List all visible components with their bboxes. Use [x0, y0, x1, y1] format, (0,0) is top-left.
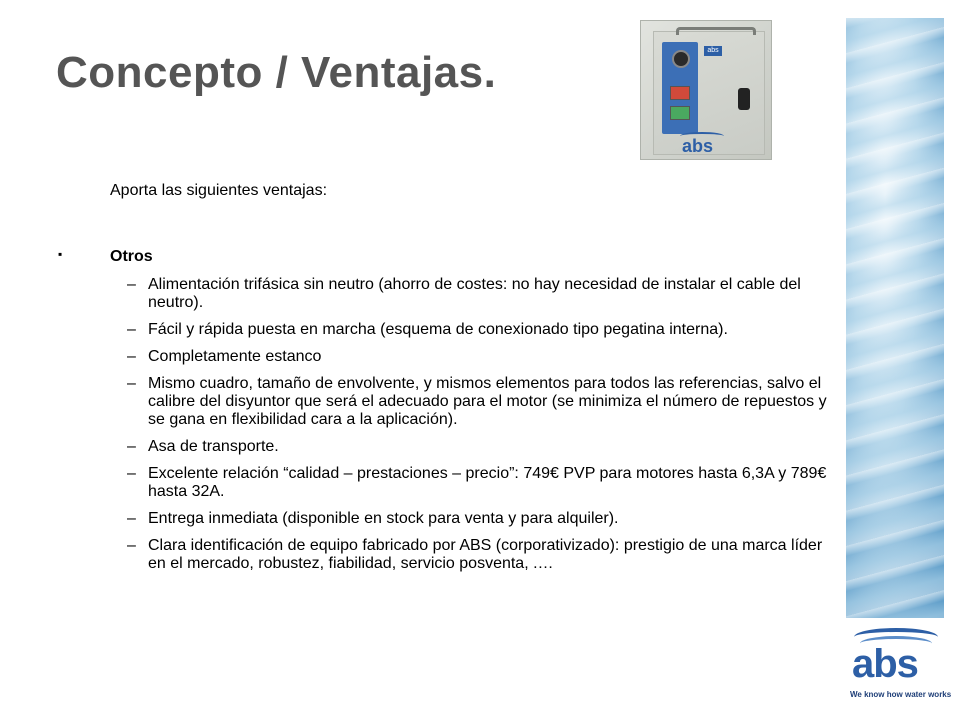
abs-logo — [846, 628, 952, 708]
control-box-image — [640, 20, 772, 160]
logo-wordmark: abs — [852, 642, 918, 686]
dash-marker: – — [127, 375, 136, 392]
dash-marker: – — [127, 465, 136, 482]
dash-marker: – — [127, 321, 136, 338]
dash-marker: – — [127, 537, 136, 554]
square-bullet-icon: ▪ — [58, 247, 63, 261]
list-item — [127, 510, 827, 528]
start-button-image — [670, 106, 690, 120]
control-box-door — [653, 31, 765, 155]
control-panel — [662, 42, 698, 134]
device-logo: abs — [682, 136, 714, 156]
list-item — [127, 348, 827, 366]
device-mini-logo: abs — [704, 46, 722, 56]
door-latch — [738, 88, 750, 110]
slide-title: Concepto / Ventajas. — [56, 48, 497, 97]
list-item-text: Fácil y rápida puesta en marcha (esquema de conexionado tipo pegatina interna). — [148, 321, 728, 338]
water-decoration-strip — [846, 18, 944, 618]
list-item — [127, 537, 827, 573]
list-item-text: Asa de transporte. — [148, 438, 279, 455]
list-item — [127, 375, 827, 429]
stop-button-image — [670, 86, 690, 100]
carry-handle — [676, 27, 756, 35]
list-item — [127, 465, 827, 501]
dash-marker: – — [127, 276, 136, 293]
list-item-text: Clara identificación de equipo fabricado por ABS (corporativizado): prestigio de una marca líder en el mercado, robustez, fiabilidad, servicio posventa, .… — [148, 537, 823, 572]
list-item — [127, 276, 827, 312]
list-item — [127, 438, 827, 456]
logo-tagline: We know how water works — [850, 690, 952, 699]
list-item — [127, 321, 827, 339]
list-item-text: Alimentación trifásica sin neutro (ahorro de costes: no hay necesidad de instalar el cable del neutro). — [148, 276, 801, 311]
selector-knob — [672, 50, 690, 68]
dash-marker: – — [127, 510, 136, 527]
dash-marker: – — [127, 438, 136, 455]
dash-marker: – — [127, 348, 136, 365]
list-item-text: Completamente estanco — [148, 348, 322, 365]
list-item-text: Mismo cuadro, tamaño de envolvente, y mismos elementos para todos las referencias, salvo el calibre del disyuntor que será el adecuado para el motor (se minimiza el número de repuestos y se gana en flexibilidad cara a la aplicación). — [148, 375, 827, 428]
section-title: Otros — [110, 248, 153, 265]
advantages-list — [127, 276, 827, 582]
list-item-text: Entrega inmediata (disponible en stock para venta y para alquiler). — [148, 510, 619, 527]
list-item-text: Excelente relación “calidad – prestaciones – precio”: 749€ PVP para motores hasta 6,3A y 789€ hasta 32A. — [148, 465, 827, 500]
intro-text: Aporta las siguientes ventajas: — [110, 182, 328, 199]
